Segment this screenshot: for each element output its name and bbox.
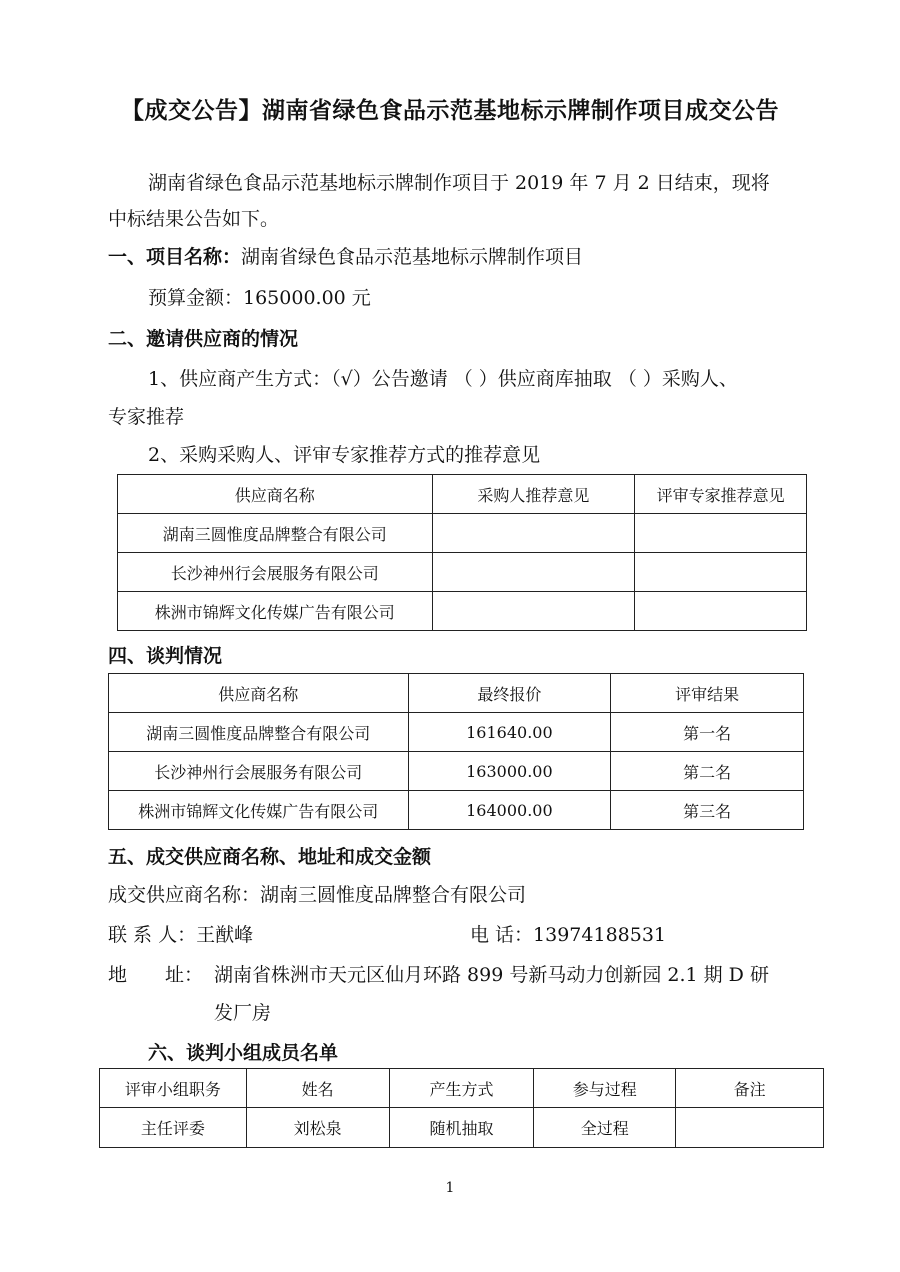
table-cell [432, 592, 635, 631]
table-header-row [109, 674, 804, 713]
table-cell: 刘松泉 [246, 1108, 389, 1148]
panel-members-table [99, 1068, 824, 1148]
table-cell [432, 553, 635, 592]
section-4-heading: 四、谈判情况 [108, 645, 223, 667]
section-1 [108, 244, 583, 270]
table-cell: 湖南三圆惟度品牌整合有限公司 [109, 713, 409, 752]
table-header-row [100, 1069, 824, 1108]
intro-line-1: 湖南省绿色食品示范基地标示牌制作项目于 2019 年 7 月 2 日结束，现将 [148, 172, 770, 194]
table-header-cell: 最终报价 [408, 674, 611, 713]
budget-amount: 预算金额：165000.00 元 [148, 287, 371, 309]
contact-person: 联 系 人：王猷峰 [108, 924, 254, 946]
address-line-2: 发厂房 [214, 1002, 272, 1024]
page-number: 1 [445, 1180, 455, 1196]
section-1-heading: 一、项目名称： [108, 246, 242, 268]
table-cell: 第一名 [611, 713, 804, 752]
table-cell [635, 592, 807, 631]
address-label: 地 址： [108, 964, 204, 986]
table-cell: 随机抽取 [389, 1108, 534, 1148]
table-row [109, 791, 804, 830]
document-title: 【成交公告】湖南省绿色食品示范基地标示牌制作项目成交公告 [121, 97, 779, 124]
recommendation-table [117, 474, 807, 631]
table-cell: 湖南三圆惟度品牌整合有限公司 [118, 514, 433, 553]
intro-line-2: 中标结果公告如下。 [108, 208, 280, 230]
table-cell: 株洲市锦辉文化传媒广告有限公司 [118, 592, 433, 631]
table-cell [676, 1108, 824, 1148]
table-cell: 163000.00 [408, 752, 611, 791]
table-header-cell: 评审小组职务 [100, 1069, 247, 1108]
table-row [100, 1108, 824, 1148]
table-cell: 株洲市锦辉文化传媒广告有限公司 [109, 791, 409, 830]
table-header-cell: 供应商名称 [109, 674, 409, 713]
table-header-cell: 供应商名称 [118, 475, 433, 514]
table-header-cell: 评审专家推荐意见 [635, 475, 807, 514]
table-header-cell: 采购人推荐意见 [432, 475, 635, 514]
table-cell: 第二名 [611, 752, 804, 791]
table-header-cell: 备注 [676, 1069, 824, 1108]
project-name: 湖南省绿色食品示范基地标示牌制作项目 [241, 246, 584, 268]
table-cell: 161640.00 [408, 713, 611, 752]
table-cell [635, 553, 807, 592]
section-6-heading: 六、谈判小组成员名单 [148, 1042, 339, 1064]
address-line-1: 湖南省株洲市天元区仙月环路 899 号新马动力创新园 2.1 期 D 研 [214, 964, 769, 986]
section-2-heading: 二、邀请供应商的情况 [108, 328, 299, 350]
contact-phone: 电 话：13974188531 [470, 924, 667, 946]
negotiation-table [108, 673, 804, 830]
supplier-method-line-1: 1、供应商产生方式：（√）公告邀请 （ ）供应商库抽取 （ ）采购人、 [148, 368, 738, 390]
table-cell: 第三名 [611, 791, 804, 830]
table-cell: 主任评委 [100, 1108, 247, 1148]
table-header-cell: 参与过程 [534, 1069, 676, 1108]
supplier-method-line-2: 专家推荐 [108, 406, 185, 428]
table-row [118, 592, 807, 631]
table-row [118, 514, 807, 553]
table-header-row [118, 475, 807, 514]
table-cell: 长沙神州行会展服务有限公司 [118, 553, 433, 592]
table-header-cell: 姓名 [246, 1069, 389, 1108]
table-row [118, 553, 807, 592]
table-header-cell: 评审结果 [611, 674, 804, 713]
table-row [109, 752, 804, 791]
table-cell [432, 514, 635, 553]
table-cell: 全过程 [534, 1108, 676, 1148]
winning-supplier: 成交供应商名称：湖南三圆惟度品牌整合有限公司 [108, 884, 527, 906]
table-header-cell: 产生方式 [389, 1069, 534, 1108]
table-cell: 164000.00 [408, 791, 611, 830]
recommendation-heading: 2、采购采购人、评审专家推荐方式的推荐意见 [148, 444, 541, 466]
table-cell: 长沙神州行会展服务有限公司 [109, 752, 409, 791]
table-cell [635, 514, 807, 553]
table-row [109, 713, 804, 752]
section-5-heading: 五、成交供应商名称、地址和成交金额 [108, 846, 432, 868]
